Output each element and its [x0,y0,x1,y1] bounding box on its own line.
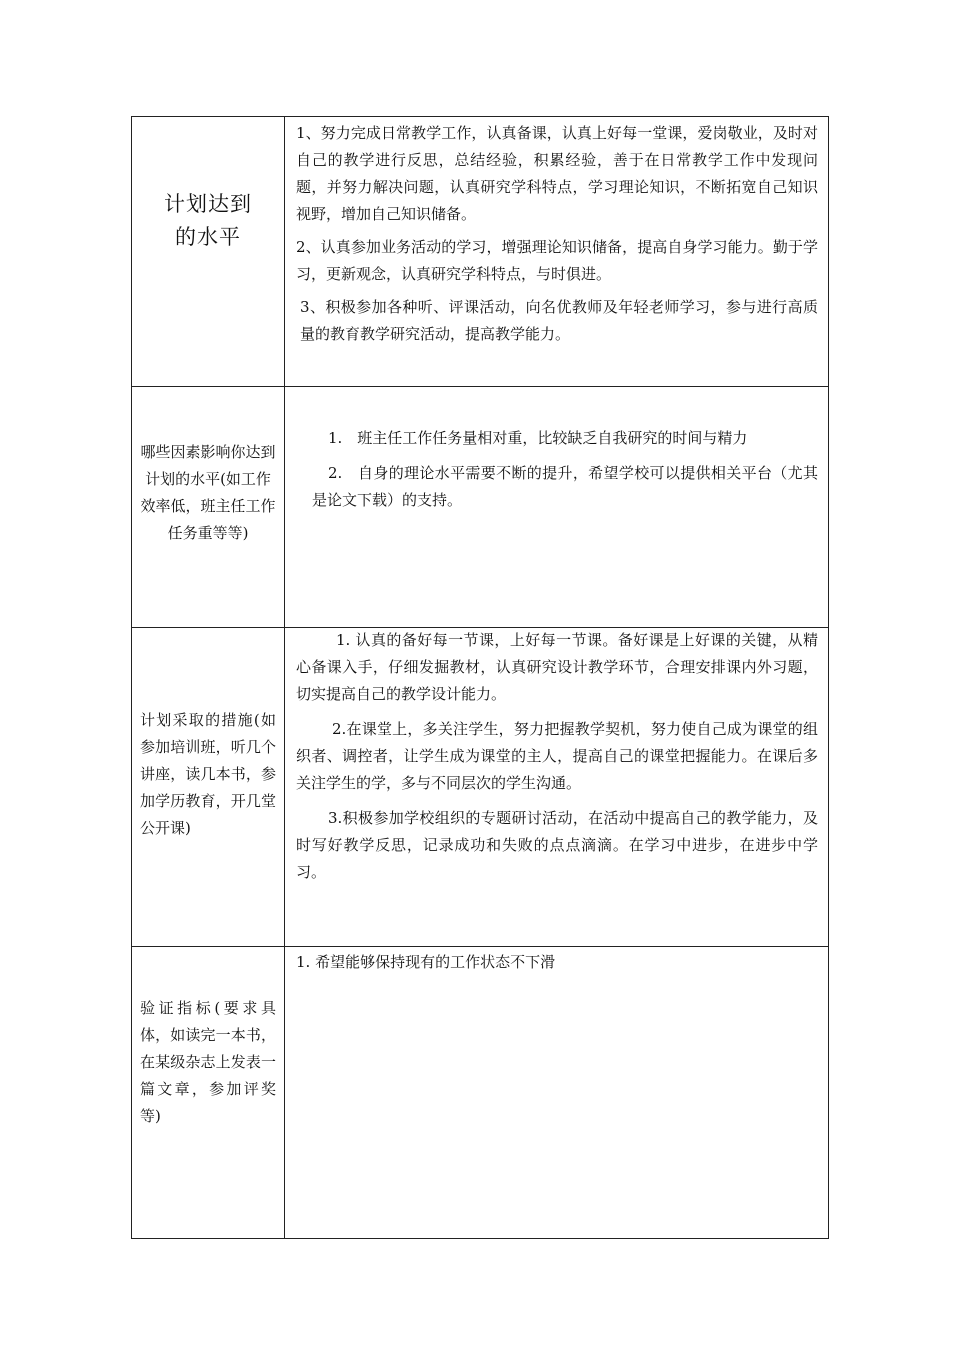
paragraph: 2. 自身的理论水平需要不断的提升，希望学校可以提供相关平台（尤其是论文下载）的支持。 [312,464,818,509]
paragraph: 1. 班主任工作任务量相对重，比较缺乏自我研究的时间与精力 [328,429,748,447]
plan-table [131,116,829,1239]
row-content-cell [285,628,828,946]
table-row [132,387,828,628]
row-label-line: 的水平 [175,225,241,249]
table-row [132,947,828,1238]
paragraph: 2.在课堂上，多关注学生，努力把握教学契机，努力使自己成为课堂的组织者、调控者，让学生成为课堂的主人，提高自己的课堂把握能力。在课后多关注学生的学，多与不同层次的学生沟通。 [296,720,818,792]
row-content-cell [285,387,828,627]
row-label-cell [132,947,285,1238]
table-row [132,628,828,947]
paragraph: 1. 认真的备好每一节课，上好每一节课。备好课是上好课的关键，从精心备课入手，仔细发掘教材，认真研究设计教学环节，合理安排课内外习题，切实提高自己的教学设计能力。 [296,631,818,703]
row-label: 哪些因素影响你达到计划的水平(如工作效率低，班主任工作任务重等等) [140,443,276,542]
paragraph: 1. 希望能够保持现有的工作状态不下滑 [296,953,556,971]
row-label-line: 计划达到 [164,192,252,216]
paragraph: 2、认真参加业务活动的学习，增强理论知识储备，提高自身学习能力。勤于学习，更新观念，认真研究学科特点，与时俱进。 [296,238,818,283]
row-label: 验证指标(要求具体，如读完一本书，在某级杂志上发表一篇文章，参加评奖等) [140,999,276,1125]
paragraph: 3、积极参加各种听、评课活动，向名优教师及年轻老师学习，参与进行高质量的教育教学研究活动，提高教学能力。 [300,298,818,343]
row-label [132,188,284,254]
row-label-cell [132,387,285,627]
row-label-cell [132,117,285,386]
row-content-cell [285,117,828,386]
row-content-cell [285,947,828,1238]
table-row [132,117,828,387]
row-label: 计划采取的措施(如参加培训班，听几个讲座，读几本书，参加学历教育，开几堂公开课) [140,711,276,837]
row-label-cell [132,628,285,946]
paragraph: 1、努力完成日常教学工作，认真备课，认真上好每一堂课，爱岗敬业，及时对自己的教学进行反思，总结经验，积累经验，善于在日常教学工作中发现问题，并努力解决问题，认真研究学科特点，学习理论知识，不断拓宽自己知识视野，增加自己知识储备。 [296,124,818,223]
paragraph: 3.积极参加学校组织的专题研讨活动，在活动中提高自己的教学能力，及时写好教学反思，记录成功和失败的点点滴滴。在学习中进步，在进步中学习。 [296,809,818,881]
